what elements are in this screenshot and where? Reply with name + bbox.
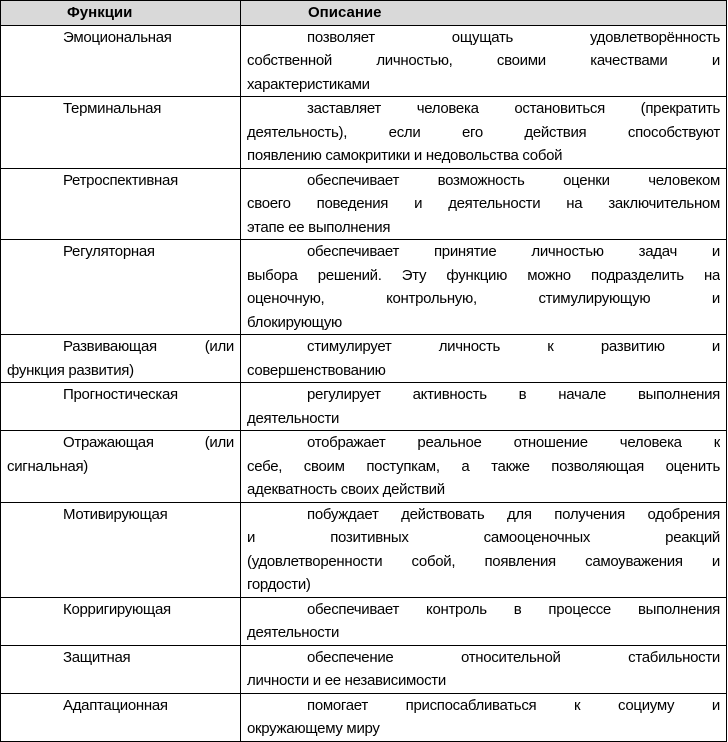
cell-text-line: Отражающая (или bbox=[63, 434, 234, 451]
cell-text-line: обеспечивает принятие личностью задач и bbox=[307, 243, 720, 260]
cell-text-line: побуждает действовать для получения одобрения bbox=[307, 505, 720, 523]
cell-text-line: (удовлетворенности собой, появления самоуважения и bbox=[247, 552, 720, 570]
cell-text-line: стимулирует личность к развитию и bbox=[307, 338, 720, 355]
cell-text-line: и позитивных самооценочных реакций bbox=[247, 529, 720, 546]
function-cell bbox=[1, 97, 241, 169]
cell-text-line: этапе ее выполнения bbox=[247, 218, 391, 236]
table-row bbox=[1, 97, 727, 169]
cell-text-line: позволяет ощущать удовлетворённость bbox=[307, 28, 720, 46]
description-cell bbox=[241, 168, 727, 240]
cell-text-line: Защитная bbox=[63, 648, 131, 666]
table-row bbox=[1, 168, 727, 240]
cell-text-line: блокирующую bbox=[247, 313, 343, 331]
description-cell bbox=[241, 335, 727, 383]
cell-text-line: совершенствованию bbox=[247, 361, 386, 379]
table-row bbox=[1, 25, 727, 97]
table-header-row bbox=[1, 1, 727, 26]
cell-text-line: окружающему миру bbox=[247, 720, 380, 737]
description-cell bbox=[241, 645, 727, 693]
cell-text-line: личности и ее независимости bbox=[247, 672, 446, 689]
cell-text-line: сигнальная) bbox=[7, 457, 88, 475]
cell-text-line: Развивающая (или bbox=[63, 338, 234, 355]
header-functions: Функции bbox=[1, 1, 241, 26]
cell-text-line: оценочную, контрольную, стимулирующую и bbox=[247, 290, 720, 307]
function-cell bbox=[1, 383, 241, 431]
cell-text-line: Прогностическая bbox=[63, 386, 178, 403]
description-cell bbox=[241, 25, 727, 97]
cell-text-line: себе, своим поступкам, а также позволяющая оценить bbox=[247, 457, 720, 475]
cell-text-line: Терминальная bbox=[63, 100, 162, 117]
function-cell bbox=[1, 335, 241, 383]
table-row bbox=[1, 502, 727, 597]
cell-text-line: Эмоциональная bbox=[63, 28, 172, 46]
cell-text-line: собственной личностью, своими качествами и bbox=[247, 52, 720, 69]
cell-text-line: деятельности bbox=[247, 624, 340, 641]
cell-text-line: Ретроспективная bbox=[63, 171, 178, 189]
cell-text-line: отображает реальное отношение человека к bbox=[307, 434, 720, 451]
function-cell bbox=[1, 502, 241, 597]
cell-text-line: регулирует активность в начале выполнения bbox=[307, 386, 720, 403]
cell-text-line: Регуляторная bbox=[63, 243, 155, 260]
table-body bbox=[1, 25, 727, 741]
cell-text-line: деятельности bbox=[247, 409, 340, 427]
cell-text-line: Корригирующая bbox=[63, 600, 171, 618]
cell-text-line: Мотивирующая bbox=[63, 505, 168, 523]
cell-text-line: Адаптационная bbox=[63, 696, 168, 714]
table-row bbox=[1, 335, 727, 383]
cell-text-line: адекватность своих действий bbox=[247, 481, 445, 498]
table-row bbox=[1, 645, 727, 693]
cell-text-line: обеспечивает контроль в процессе выполнения bbox=[307, 600, 720, 618]
table-row bbox=[1, 240, 727, 335]
function-cell bbox=[1, 597, 241, 645]
description-cell bbox=[241, 97, 727, 169]
cell-text-line: выбора решений. Эту функцию можно подразделить на bbox=[247, 266, 720, 284]
function-cell bbox=[1, 693, 241, 741]
description-cell bbox=[241, 597, 727, 645]
cell-text-line: своего поведения и деятельности на заключительном bbox=[247, 195, 720, 212]
cell-text-line: заставляет человека остановиться (прекратить bbox=[307, 100, 720, 117]
description-cell bbox=[241, 431, 727, 503]
function-cell bbox=[1, 240, 241, 335]
function-cell bbox=[1, 25, 241, 97]
cell-text-line: гордости) bbox=[247, 576, 311, 593]
description-cell bbox=[241, 693, 727, 741]
table-row bbox=[1, 597, 727, 645]
table-row bbox=[1, 693, 727, 741]
table-row bbox=[1, 431, 727, 503]
cell-text-line: деятельность), если его действия способствуют bbox=[247, 123, 720, 141]
function-cell bbox=[1, 431, 241, 503]
cell-text-line: обеспечение относительной стабильности bbox=[307, 648, 720, 666]
header-description: Описание bbox=[241, 1, 727, 26]
function-cell bbox=[1, 168, 241, 240]
cell-text-line: помогает приспосабливаться к социуму и bbox=[307, 696, 720, 714]
cell-text-line: характеристиками bbox=[247, 75, 370, 93]
cell-text-line: появлению самокритики и недовольства собой bbox=[247, 147, 563, 164]
description-cell bbox=[241, 383, 727, 431]
table-row bbox=[1, 383, 727, 431]
cell-text-line: функция развития) bbox=[7, 361, 134, 379]
cell-text-line: обеспечивает возможность оценки человеком bbox=[307, 171, 720, 189]
function-cell bbox=[1, 645, 241, 693]
description-cell bbox=[241, 502, 727, 597]
description-cell bbox=[241, 240, 727, 335]
